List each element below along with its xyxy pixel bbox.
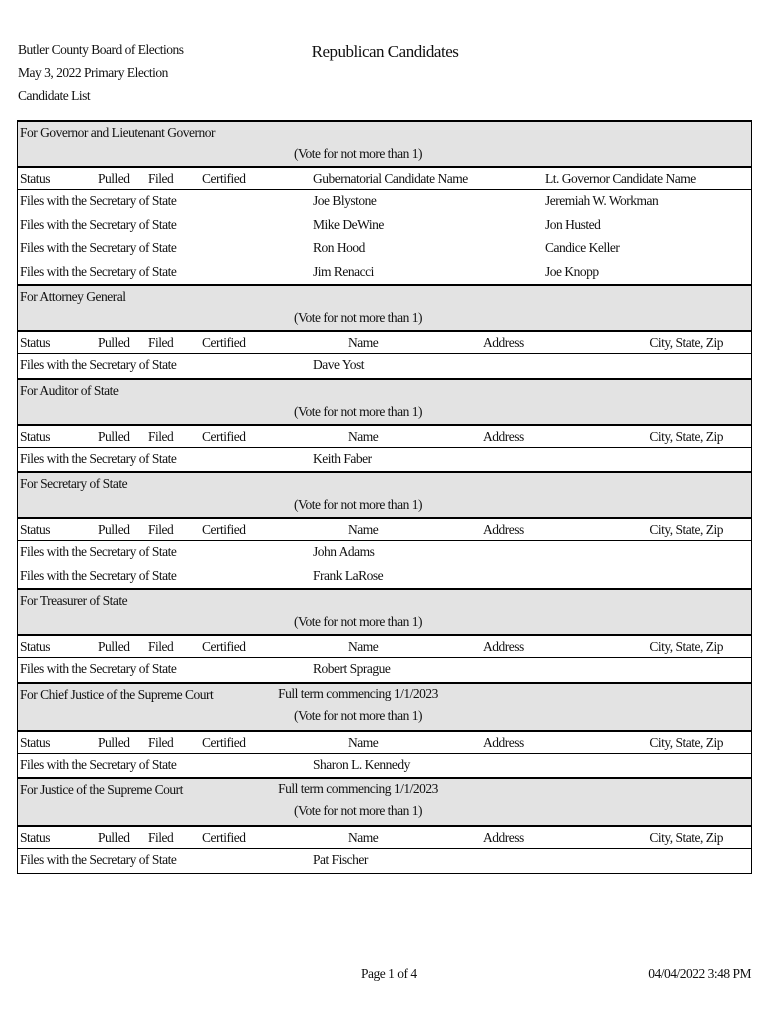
office-header	[18, 471, 751, 519]
status-cell: Files with the Secretary of State	[20, 240, 177, 255]
col-certified: Certified	[202, 171, 246, 186]
col-status: Status	[20, 428, 51, 444]
office-header	[18, 682, 751, 732]
col-pulled: Pulled	[98, 639, 130, 654]
status-cell: Files with the Secretary of State	[20, 450, 177, 466]
doc-name: Candidate List	[18, 88, 91, 103]
col-filed: Filed	[148, 734, 174, 750]
column-header-row	[18, 332, 751, 354]
table-row	[18, 214, 751, 238]
vote-limit: (Vote for not more than 1)	[293, 310, 423, 325]
page-title-text: Republican Candidates	[311, 42, 459, 61]
candidate-name: Ron Hood	[313, 240, 365, 255]
candidate-rows	[18, 754, 751, 778]
status-cell: Files with the Secretary of State	[20, 193, 177, 208]
candidate-name: Pat Fischer	[313, 852, 368, 867]
col-name: Name	[348, 522, 379, 537]
term-note: Full term commencing 1/1/2023	[278, 781, 438, 796]
col-name: Name	[348, 428, 379, 444]
office-header	[18, 284, 751, 332]
vote-limit: (Vote for not more than 1)	[293, 403, 423, 419]
office-header	[18, 378, 751, 426]
candidate-name: John Adams	[313, 544, 375, 559]
candidate-rows	[18, 541, 751, 588]
table-row	[18, 849, 751, 873]
col-pulled: Pulled	[98, 522, 130, 537]
candidate-rows	[18, 658, 751, 682]
col-filed: Filed	[148, 522, 174, 537]
status-cell: Files with the Secretary of State	[20, 263, 177, 279]
col-city: City, State, Zip	[649, 639, 723, 654]
col-city: City, State, Zip	[649, 335, 723, 350]
col-pulled: Pulled	[98, 171, 130, 186]
col-status: Status	[20, 639, 51, 654]
col-certified: Certified	[202, 639, 246, 654]
org-name: Butler County Board of Elections	[18, 42, 184, 57]
col-name: Name	[348, 734, 379, 750]
vote-limit: (Vote for not more than 1)	[293, 614, 423, 629]
column-header-row	[18, 519, 751, 541]
col-name: Name	[348, 639, 379, 654]
candidate-rows	[18, 448, 751, 472]
status-cell: Files with the Secretary of State	[20, 567, 177, 583]
lt-candidate-name: Joe Knopp	[545, 263, 599, 279]
table-row	[18, 658, 751, 682]
page-number: Page 1 of 4	[361, 966, 417, 981]
office-header	[18, 120, 751, 168]
vote-limit: (Vote for not more than 1)	[293, 497, 423, 512]
lt-candidate-name: Jon Husted	[545, 216, 601, 232]
candidate-name: Sharon L. Kennedy	[313, 756, 410, 772]
vote-limit: (Vote for not more than 1)	[293, 707, 423, 723]
col-city: City, State, Zip	[649, 428, 723, 444]
col-certified: Certified	[202, 830, 246, 845]
col-name: Name	[348, 830, 379, 845]
candidate-rows	[18, 354, 751, 378]
col-address: Address	[483, 522, 524, 537]
col-filed: Filed	[148, 830, 174, 845]
col-address: Address	[483, 428, 524, 444]
candidate-name: Jim Renacci	[313, 263, 374, 279]
column-header-row	[18, 426, 751, 448]
col-status: Status	[20, 522, 51, 537]
col-city: City, State, Zip	[649, 734, 723, 750]
col-address: Address	[483, 335, 524, 350]
candidate-name: Frank LaRose	[313, 567, 384, 583]
office-title: For Justice of the Supreme Court	[20, 782, 183, 797]
candidate-rows	[18, 849, 751, 874]
office-title: For Treasurer of State	[20, 593, 128, 608]
col-name: Name	[348, 335, 379, 350]
vote-limit: (Vote for not more than 1)	[293, 803, 423, 818]
table-row	[18, 261, 751, 285]
col-filed: Filed	[148, 639, 174, 654]
col-certified: Certified	[202, 522, 246, 537]
table-row	[18, 565, 751, 589]
candidate-name: Mike DeWine	[313, 216, 384, 232]
candidate-rows	[18, 190, 751, 284]
col-city: City, State, Zip	[649, 830, 723, 845]
table-row	[18, 354, 751, 378]
col-filed: Filed	[148, 171, 174, 186]
column-header-row	[18, 827, 751, 849]
col-address: Address	[483, 830, 524, 845]
col-pulled: Pulled	[98, 428, 130, 444]
col-pulled: Pulled	[98, 335, 130, 350]
col-pulled: Pulled	[98, 734, 130, 750]
candidate-name: Joe Blystone	[313, 193, 377, 208]
column-header-row	[18, 732, 751, 754]
col-certified: Certified	[202, 428, 246, 444]
office-header	[18, 777, 751, 827]
col-status: Status	[20, 335, 51, 350]
status-cell: Files with the Secretary of State	[20, 357, 177, 372]
vote-limit: (Vote for not more than 1)	[293, 146, 423, 161]
column-header-row	[18, 636, 751, 658]
col-certified: Certified	[202, 734, 246, 750]
col-filed: Filed	[148, 428, 174, 444]
col-address: Address	[483, 639, 524, 654]
candidate-table	[17, 120, 752, 874]
col-filed: Filed	[148, 335, 174, 350]
table-row	[18, 541, 751, 565]
term-note: Full term commencing 1/1/2023	[278, 685, 438, 701]
status-cell: Files with the Secretary of State	[20, 756, 177, 772]
col-certified: Certified	[202, 335, 246, 350]
col-pulled: Pulled	[98, 830, 130, 845]
table-row	[18, 237, 751, 261]
print-timestamp: 04/04/2022 3:48 PM	[648, 966, 751, 981]
table-row	[18, 190, 751, 214]
table-row	[18, 754, 751, 778]
status-cell: Files with the Secretary of State	[20, 852, 177, 867]
col-status: Status	[20, 734, 51, 750]
col-address: Address	[483, 734, 524, 750]
candidate-name: Keith Faber	[313, 450, 372, 466]
office-title: For Secretary of State	[20, 476, 128, 491]
column-header-row	[18, 168, 751, 190]
table-row	[18, 448, 751, 472]
status-cell: Files with the Secretary of State	[20, 544, 177, 559]
col-gov-name: Gubernatorial Candidate Name	[313, 171, 468, 186]
lt-candidate-name: Candice Keller	[545, 240, 620, 255]
page-title	[0, 42, 770, 62]
status-cell: Files with the Secretary of State	[20, 661, 177, 676]
office-header	[18, 588, 751, 636]
status-cell: Files with the Secretary of State	[20, 216, 177, 232]
col-city: City, State, Zip	[649, 522, 723, 537]
candidate-name: Dave Yost	[313, 357, 365, 372]
office-title: For Auditor of State	[20, 382, 119, 398]
candidate-name: Robert Sprague	[313, 661, 391, 676]
lt-candidate-name: Jeremiah W. Workman	[545, 193, 659, 208]
office-title: For Chief Justice of the Supreme Court	[20, 686, 214, 702]
col-lt-name: Lt. Governor Candidate Name	[545, 171, 696, 186]
office-title: For Attorney General	[20, 289, 126, 304]
col-status: Status	[20, 830, 51, 845]
office-title: For Governor and Lieutenant Governor	[20, 125, 215, 140]
election-name: May 3, 2022 Primary Election	[18, 65, 168, 80]
col-status: Status	[20, 171, 51, 186]
